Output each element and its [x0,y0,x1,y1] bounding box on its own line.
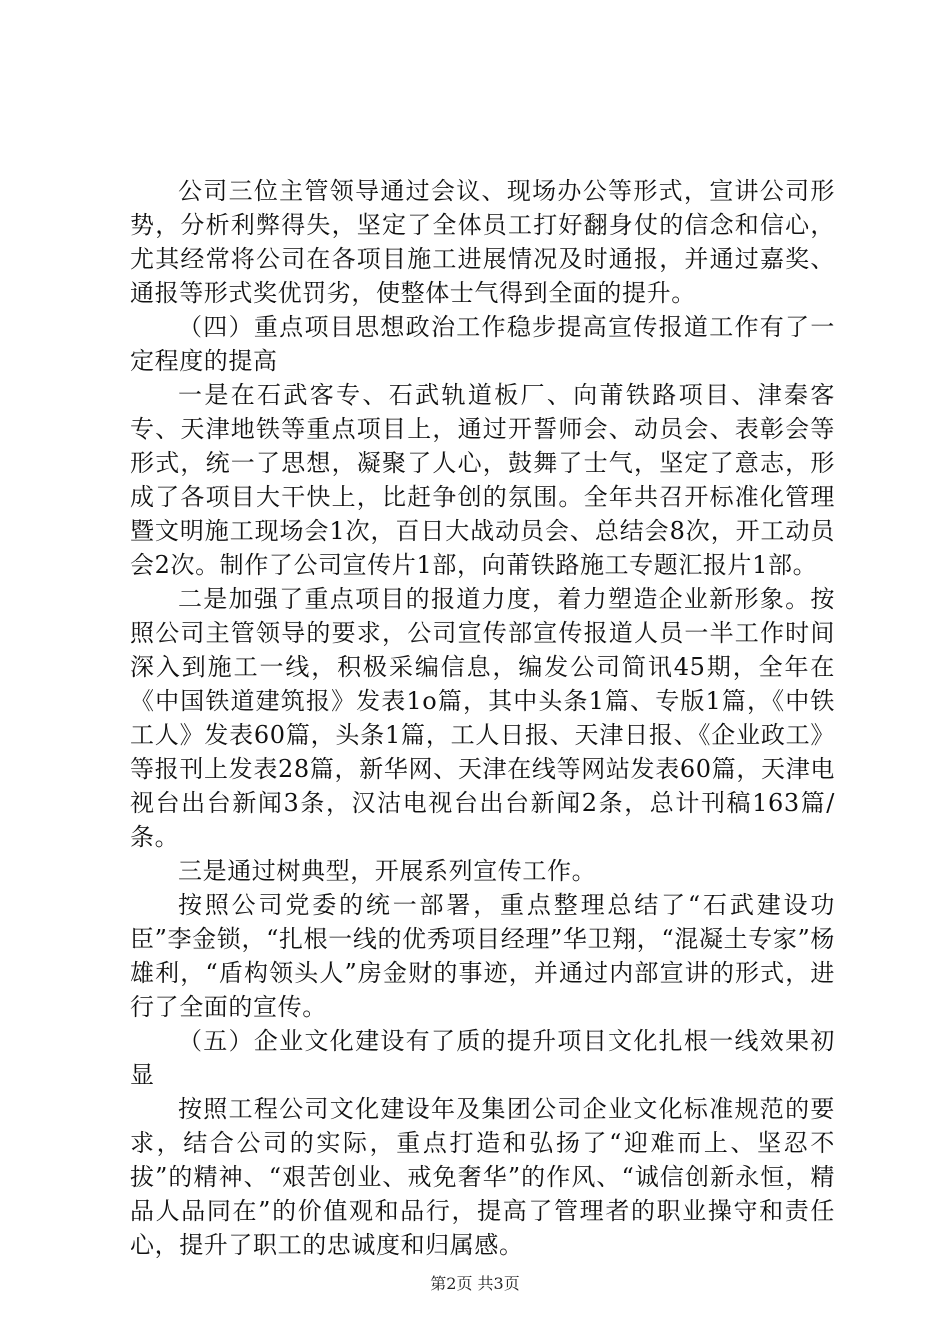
section-heading-four: （四）重点项目思想政治工作稳步提高宣传报道工作有了一定程度的提高 [130,313,835,375]
page-number-footer: 第2页 共3页 [430,1274,520,1293]
paragraph-corporate-culture: 按照工程公司文化建设年及集团公司企业文化标准规范的要求，结合公司的实际，重点打造和弘扬了“迎难而上、坚忍不拔”的精神、“艰苦创业、戒免奢华”的作风、“诚信创新永恒，精品人品同在”的价值观和品行，提高了管理者的职业操守和责任心，提升了职工的忠诚度和归属感。 [130,1095,835,1259]
paragraph-role-models-intro: 三是通过树典型，开展系列宣传工作。 [178,857,597,885]
paragraph-reporting: 二是加强了重点项目的报道力度，着力塑造企业新形象。按照公司主管领导的要求，公司宣传部宣传报道人员一半工作时间深入到施工一线，积极采编信息，编发公司简讯45期，全年在《中国铁道建筑报》发表1o篇，其中头条1篇、专版1篇，《中铁工人》发表60篇，头条1篇，工人日报、天津日报、《企业政工》等报刊上发表28篇，新华网、天津在线等网站发表60篇，天津电视台出台新闻3条，汉沽电视台出台新闻2条，总计刊稿163篇/条。 [130,585,835,851]
paragraph-key-projects: 一是在石武客专、石武轨道板厂、向莆铁路项目、津秦客专、天津地铁等重点项目上，通过开誓师会、动员会、表彰会等形式，统一了思想，凝聚了人心，鼓舞了士气，坚定了意志，形成了各项目大干快上，比赶争创的氛围。全年共召开标准化管理暨文明施工现场会1次，百日大战动员会、总结会8次，开工动员会2次。制作了公司宣传片1部，向莆铁路施工专题汇报片1部。 [130,381,835,579]
paragraph-leadership-briefing: 公司三位主管领导通过会议、现场办公等形式，宣讲公司形势，分析利弊得失，坚定了全体员工打好翻身仗的信念和信心，尤其经常将公司在各项目施工进展情况及时通报，并通过嘉奖、通报等形式奖优罚劣，使整体士气得到全面的提升。 [130,177,835,307]
paragraph-role-models: 按照公司党委的统一部署，重点整理总结了“石武建设功臣”李金锁，“扎根一线的优秀项目经理”华卫翔，“混凝土专家”杨雄利，“盾构领头人”房金财的事迹，并通过内部宣讲的形式，进行了全面的宣传。 [130,891,835,1021]
document-body [130,174,835,1262]
section-heading-five: （五）企业文化建设有了质的提升项目文化扎根一线效果初显 [130,1027,835,1089]
